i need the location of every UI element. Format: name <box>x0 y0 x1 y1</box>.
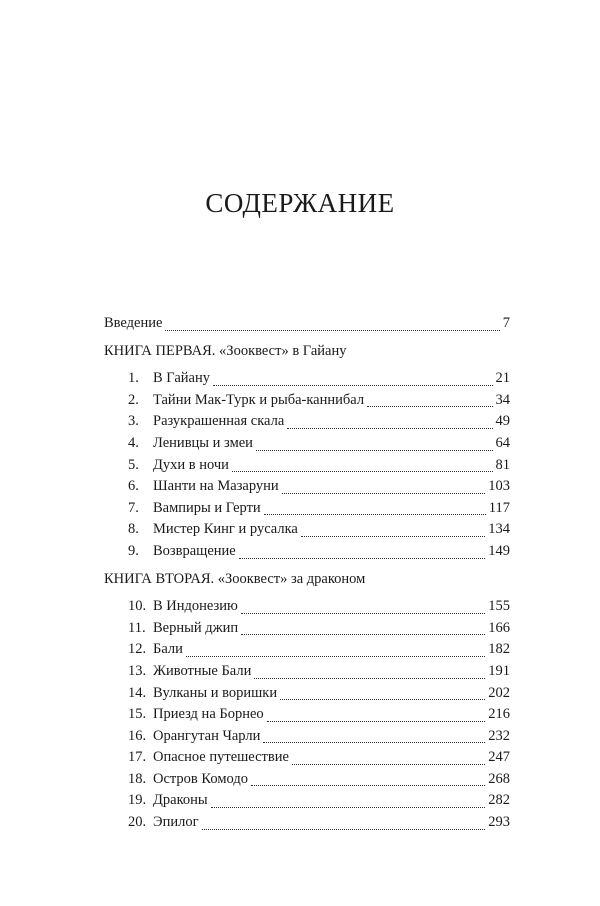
dot-leader <box>264 514 486 515</box>
dot-leader <box>267 721 486 722</box>
chapter-page-number: 191 <box>488 662 510 679</box>
chapter-number: 20. <box>128 814 147 831</box>
chapter-title: Бали <box>153 641 183 658</box>
chapter-number: 18. <box>128 770 147 787</box>
dot-leader <box>254 678 485 679</box>
chapter-title: Животные Бали <box>153 662 252 679</box>
toc-entry-chapter[interactable] <box>104 519 510 541</box>
toc-entry-chapter[interactable] <box>104 661 510 683</box>
dot-leader <box>263 742 485 743</box>
chapter-title: Эпилог <box>153 814 199 831</box>
chapter-title: В Гайану <box>153 370 210 387</box>
chapter-title: Приезд на Борнео <box>153 706 264 723</box>
dot-leader <box>186 656 485 657</box>
chapter-title: Разукрашенная скала <box>153 413 285 430</box>
chapter-page-number: 81 <box>495 456 510 473</box>
chapter-title: Вулканы и воришки <box>153 684 278 701</box>
toc-entry-chapter[interactable] <box>104 639 510 661</box>
chapter-page-number: 216 <box>488 706 510 723</box>
dot-leader <box>202 829 486 830</box>
toc-entry-chapter[interactable] <box>104 704 510 726</box>
chapter-number: 11. <box>128 619 146 636</box>
dot-leader <box>241 634 485 635</box>
chapter-number: 8. <box>128 521 139 538</box>
chapter-number: 19. <box>128 792 147 809</box>
chapter-list <box>104 596 510 834</box>
chapter-title: Тайни Мак-Турк и рыба-каннибал <box>153 391 365 408</box>
chapter-title: Остров Комодо <box>153 770 248 787</box>
toc-entry-chapter[interactable] <box>104 596 510 618</box>
dot-leader <box>256 450 493 451</box>
page-title: СОДЕРЖАНИЕ <box>205 188 395 219</box>
chapter-title: Шанти на Мазаруни <box>153 478 279 495</box>
toc-entry-chapter[interactable] <box>104 390 510 412</box>
toc-entry-chapter[interactable] <box>104 618 510 640</box>
dot-leader <box>292 764 485 765</box>
dot-leader <box>239 558 486 559</box>
chapter-title: Вампиры и Герти <box>153 499 261 516</box>
toc-entry-chapter[interactable] <box>104 411 510 433</box>
toc-entry-chapter[interactable] <box>104 790 510 812</box>
toc-entry-chapter[interactable] <box>104 368 510 390</box>
toc-entry-chapter[interactable] <box>104 747 510 769</box>
dot-leader <box>280 699 485 700</box>
chapter-page-number: 49 <box>495 413 510 430</box>
chapter-title: Верный джип <box>153 619 239 636</box>
chapter-page-number: 155 <box>488 598 510 615</box>
dot-leader <box>251 785 485 786</box>
dot-leader <box>232 471 493 472</box>
toc-entry-chapter[interactable] <box>104 812 510 834</box>
chapter-number: 14. <box>128 684 147 701</box>
part-heading: КНИГА ПЕРВАЯ. «Зооквест» в Гайану <box>104 342 347 359</box>
dot-leader <box>213 385 493 386</box>
chapter-page-number: 182 <box>488 641 510 658</box>
chapter-number: 6. <box>128 478 139 495</box>
dot-leader <box>301 536 485 537</box>
chapter-number: 13. <box>128 662 147 679</box>
chapter-title: Драконы <box>153 792 208 809</box>
chapter-title: Возвращение <box>153 542 236 559</box>
chapter-page-number: 134 <box>488 521 510 538</box>
table-of-contents <box>104 313 510 834</box>
dot-leader <box>165 330 499 331</box>
toc-entry-chapter[interactable] <box>104 433 510 455</box>
chapter-page-number: 117 <box>488 499 510 516</box>
chapter-number: 17. <box>128 749 147 766</box>
chapter-number: 3. <box>128 413 139 430</box>
toc-entry-chapter[interactable] <box>104 683 510 705</box>
toc-entry-chapter[interactable] <box>104 541 510 563</box>
chapter-number: 4. <box>128 434 139 451</box>
chapter-number: 9. <box>128 542 139 559</box>
toc-entry-introduction[interactable] <box>104 313 510 335</box>
entry-label: Введение <box>104 315 163 331</box>
chapter-title: Духи в ночи <box>153 456 229 473</box>
chapter-page-number: 64 <box>495 434 510 451</box>
toc-entry-chapter[interactable] <box>104 498 510 520</box>
dot-leader <box>367 406 492 407</box>
chapter-page-number: 166 <box>488 619 510 636</box>
dot-leader <box>241 613 485 614</box>
chapter-title: Мистер Кинг и русалка <box>153 521 298 538</box>
toc-entry-chapter[interactable] <box>104 726 510 748</box>
chapter-number: 1. <box>128 370 139 387</box>
chapter-number: 16. <box>128 727 147 744</box>
dot-leader <box>287 428 492 429</box>
chapter-title: Ленивцы и змеи <box>153 434 253 451</box>
chapter-number: 12. <box>128 641 147 658</box>
dot-leader <box>282 493 486 494</box>
chapter-page-number: 202 <box>488 684 510 701</box>
chapter-page-number: 282 <box>488 792 510 809</box>
chapter-number: 5. <box>128 456 139 473</box>
toc-entry-chapter[interactable] <box>104 476 510 498</box>
parts-container <box>104 341 510 834</box>
chapter-number: 7. <box>128 499 139 516</box>
chapter-number: 15. <box>128 706 147 723</box>
part-heading: КНИГА ВТОРАЯ. «Зооквест» за драконом <box>104 570 366 587</box>
chapter-title: Опасное путешествие <box>153 749 289 766</box>
chapter-page-number: 21 <box>495 370 510 387</box>
chapter-page-number: 268 <box>488 770 510 787</box>
chapter-page-number: 103 <box>488 478 510 495</box>
toc-entry-chapter[interactable] <box>104 455 510 477</box>
chapter-page-number: 247 <box>488 749 510 766</box>
toc-entry-chapter[interactable] <box>104 769 510 791</box>
chapter-number: 10. <box>128 598 147 615</box>
entry-page-number: 7 <box>502 315 510 331</box>
chapter-page-number: 34 <box>495 391 510 408</box>
chapter-page-number: 293 <box>488 814 510 831</box>
chapter-number: 2. <box>128 391 139 408</box>
chapter-title: В Индонезию <box>153 598 238 615</box>
dot-leader <box>211 807 486 808</box>
chapter-page-number: 149 <box>488 542 510 559</box>
chapter-list <box>104 368 510 562</box>
chapter-title: Орангутан Чарли <box>153 727 261 744</box>
chapter-page-number: 232 <box>488 727 510 744</box>
